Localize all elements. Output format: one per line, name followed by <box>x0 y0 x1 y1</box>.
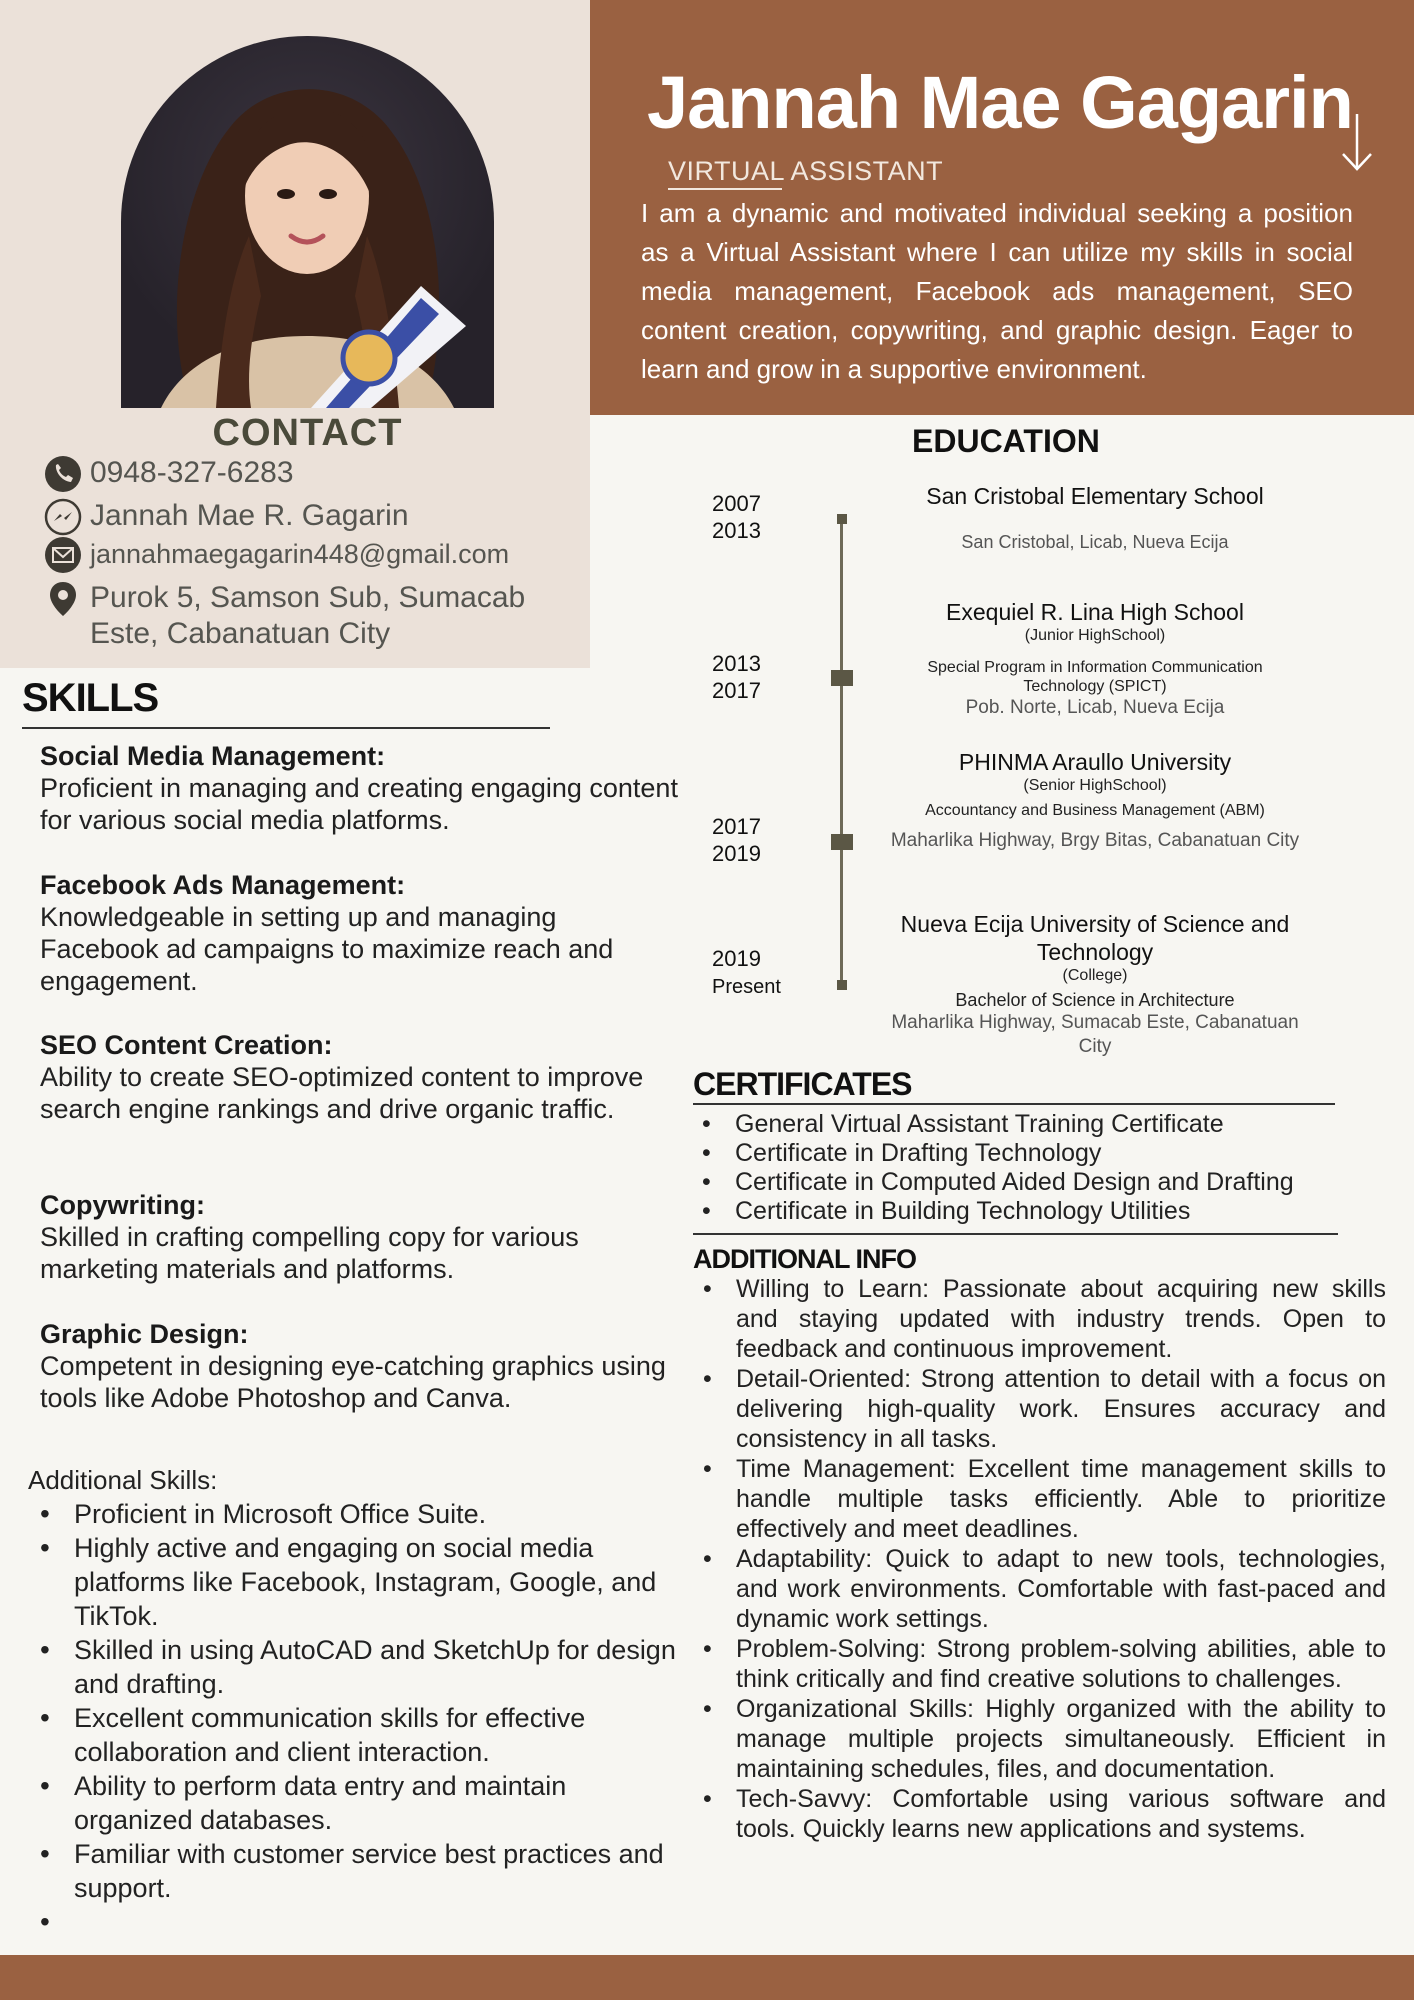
list-item: • Tech-Savvy: Comfortable using various software and tools. Quickly learns new applications and systems. <box>703 1784 1386 1844</box>
list-item: • Adaptability: Quick to adapt to new tools, technologies, and work environments. Comfortable with fast-paced and dynamic work settings. <box>703 1544 1386 1634</box>
list-item: • Highly active and engaging on social media platforms like Facebook, Instagram, Google, and TikTok. <box>40 1531 680 1633</box>
contact-phone: 0948-327-6283 <box>44 455 294 493</box>
edu-year-college: 2019 Present <box>712 946 781 998</box>
edu-entry-junior-high: Exequiel R. Lina High School (Junior HighSchool) Special Program in Information Communication Technology (SPICT) Pob. Norte, Licab, Nueva Ecija <box>927 599 1263 718</box>
candidate-name: Jannah Mae Gagarin <box>647 61 1353 144</box>
list-item: • Detail-Oriented: Strong attention to detail with a focus on delivering high-quality work. Ensures accuracy and consistency in all tasks. <box>703 1364 1386 1454</box>
additional-skills-label: Additional Skills: <box>28 1465 218 1495</box>
contact-address: Purok 5, Samson Sub, Sumacab Este, Cabanatuan City <box>44 580 525 652</box>
phone-icon <box>44 455 82 493</box>
location-pin-icon <box>44 580 82 618</box>
list-item: • Skilled in using AutoCAD and SketchUp for design and drafting. <box>40 1633 680 1701</box>
skill-facebook-ads: Facebook Ads Management: Knowledgeable in setting up and managing Facebook ad campaigns to maximize reach and engagement. <box>40 870 614 996</box>
list-item: • Excellent communication skills for effective collaboration and client interaction. <box>40 1701 680 1769</box>
skill-social-media: Social Media Management: Proficient in managing and creating engaging content for various social media platforms. <box>40 741 678 835</box>
edu-entry-senior-high: PHINMA Araullo University (Senior HighSchool) Accountancy and Business Management (ABM) Maharlika Highway, Brgy Bitas, Cabanatuan City <box>890 749 1300 851</box>
skill-seo: SEO Content Creation: Ability to create SEO-optimized content to improve search engine rankings and drive organic traffic. <box>40 1030 644 1124</box>
list-item: • Organizational Skills: Highly organized with the ability to manage multiple projects simultaneously. Efficient in maintaining schedules, files, and documentation. <box>703 1694 1386 1784</box>
edu-entry-college: Nueva Ecija University of Science and Technology (College) Bachelor of Science in Architecture Maharlika Highway, Sumacab Este, Cabanatuan City <box>891 911 1299 1057</box>
edu-year-senior-high: 2017 2019 <box>712 814 761 866</box>
additional-info-heading: ADDITIONAL INFO <box>693 1244 916 1274</box>
skills-divider <box>22 727 550 729</box>
additional-skills-list <box>40 1497 680 1939</box>
skills-heading: SKILLS <box>22 676 159 720</box>
additional-info-list <box>703 1274 1386 1844</box>
contact-email: jannahmaegagarin448@gmail.com <box>44 536 509 574</box>
list-item: • Time Management: Excellent time management skills to handle multiple tasks efficiently. Able to prioritize effectively and meet deadlines. <box>703 1454 1386 1544</box>
certificates-heading: CERTIFICATES <box>693 1066 912 1102</box>
timeline-line <box>840 518 843 986</box>
list-item: • Proficient in Microsoft Office Suite. <box>40 1497 680 1531</box>
arrow-down-icon <box>1340 112 1374 177</box>
certificates-bottom-divider <box>693 1233 1338 1235</box>
timeline-marker <box>837 980 847 990</box>
footer-band <box>0 1955 1414 2000</box>
list-item <box>40 1905 680 1939</box>
skill-copywriting: Copywriting: Skilled in crafting compelling copy for various marketing materials and platforms. <box>40 1190 579 1284</box>
list-item: • Ability to perform data entry and maintain organized databases. <box>40 1769 680 1837</box>
edu-year-junior-high: 2013 2017 <box>712 651 761 703</box>
list-item: • Certificate in Drafting Technology <box>702 1139 1382 1168</box>
job-title-underline <box>668 188 782 190</box>
profile-photo <box>121 36 494 408</box>
list-item: • Problem-Solving: Strong problem-solving abilities, able to think critically and find creative solutions to challenges. <box>703 1634 1386 1694</box>
contact-messenger: Jannah Mae R. Gagarin <box>44 498 409 536</box>
skill-graphic-design: Graphic Design: Competent in designing eye-catching graphics using tools like Adobe Photoshop and Canva. <box>40 1319 666 1413</box>
list-item: • General Virtual Assistant Training Certificate <box>702 1110 1382 1139</box>
job-title: VIRTUAL ASSISTANT <box>668 156 944 186</box>
list-item: • Certificate in Building Technology Utilities <box>702 1197 1382 1226</box>
list-item: • Willing to Learn: Passionate about acquiring new skills and staying updated with industry trends. Open to feedback and continuous improvement. <box>703 1274 1386 1364</box>
profile-summary: I am a dynamic and motivated individual seeking a position as a Virtual Assistant where I can utilize my skills in social media management, Facebook ads management, SEO content creation, copywriting, and graphic design. Eager to learn and grow in a supportive environment. <box>641 198 1353 384</box>
edu-year-elementary: 2007 2013 <box>712 491 761 543</box>
email-icon <box>44 536 82 574</box>
messenger-icon <box>44 498 82 536</box>
list-item: • Familiar with customer service best practices and support. <box>40 1837 680 1905</box>
certificates-list <box>702 1110 1382 1226</box>
education-heading: EDUCATION <box>912 423 1100 459</box>
certificates-divider <box>693 1103 1335 1105</box>
list-item: • Certificate in Computed Aided Design and Drafting <box>702 1168 1382 1197</box>
timeline-marker <box>831 834 853 850</box>
timeline-marker <box>831 670 853 686</box>
edu-entry-elementary: San Cristobal Elementary School San Cristobal, Licab, Nueva Ecija <box>926 483 1264 552</box>
contact-heading: CONTACT <box>212 412 403 454</box>
timeline-marker <box>837 514 847 524</box>
